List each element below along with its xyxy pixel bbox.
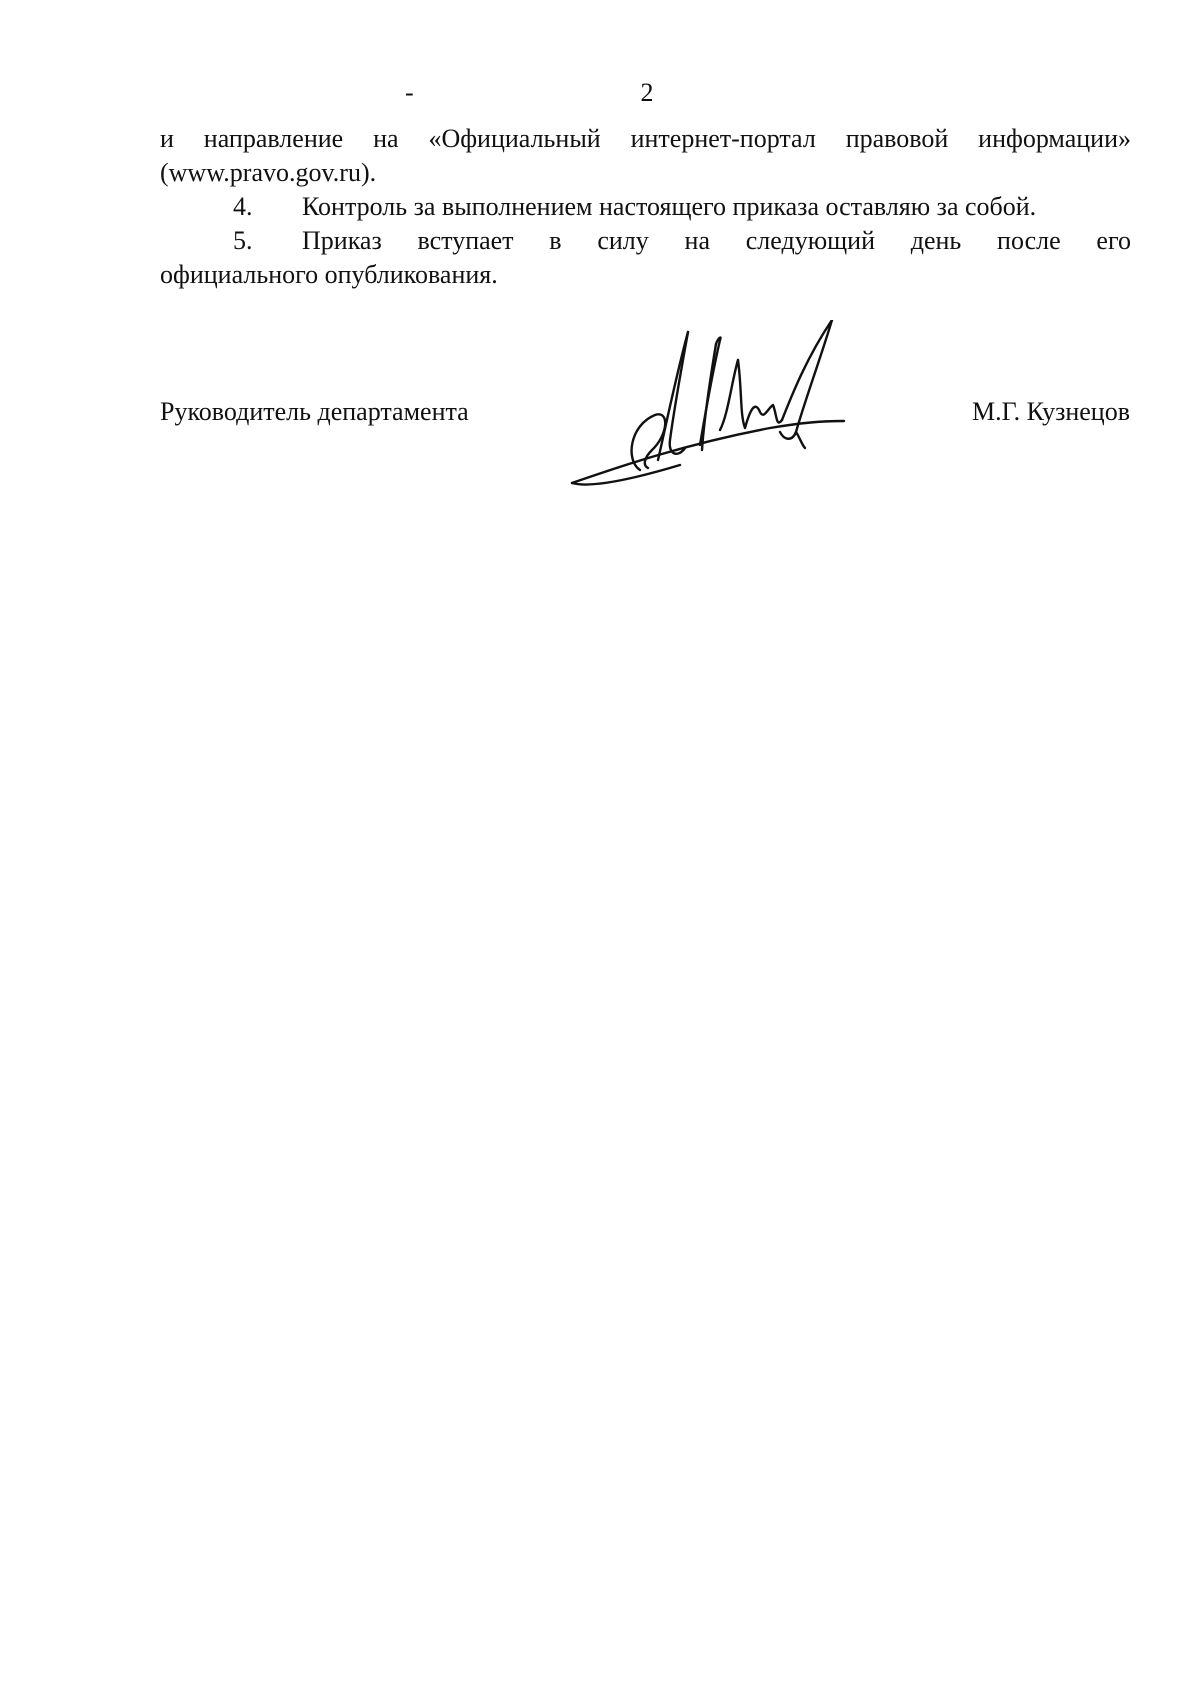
paragraph-line-2: (www.pravo.gov.ru). [160, 158, 377, 187]
item-4 [160, 190, 1131, 224]
paragraph-line-1: и направление на «Официальный интернет-портал правовой информации» [160, 124, 1131, 153]
signer-position: Руководитель департамента [160, 397, 469, 426]
page-number: 2 [640, 78, 654, 107]
signer-name: М.Г. Кузнецов [971, 397, 1130, 426]
handwritten-signature [570, 320, 870, 500]
item-4-text: Контроль за выполнением настоящего приказа оставляю за собой. [302, 192, 1037, 221]
item-4-number: 4. [233, 192, 253, 221]
paragraph-continuation [160, 122, 1131, 190]
item-5-line-1 [160, 224, 1131, 258]
header-dot: - [405, 78, 414, 107]
item-5-text: Приказ вступает в силу на следующий день после его [302, 226, 1131, 255]
item-5-line-2: официального опубликования. [160, 260, 498, 289]
item-5-number: 5. [233, 226, 253, 255]
item-5 [160, 224, 1131, 292]
